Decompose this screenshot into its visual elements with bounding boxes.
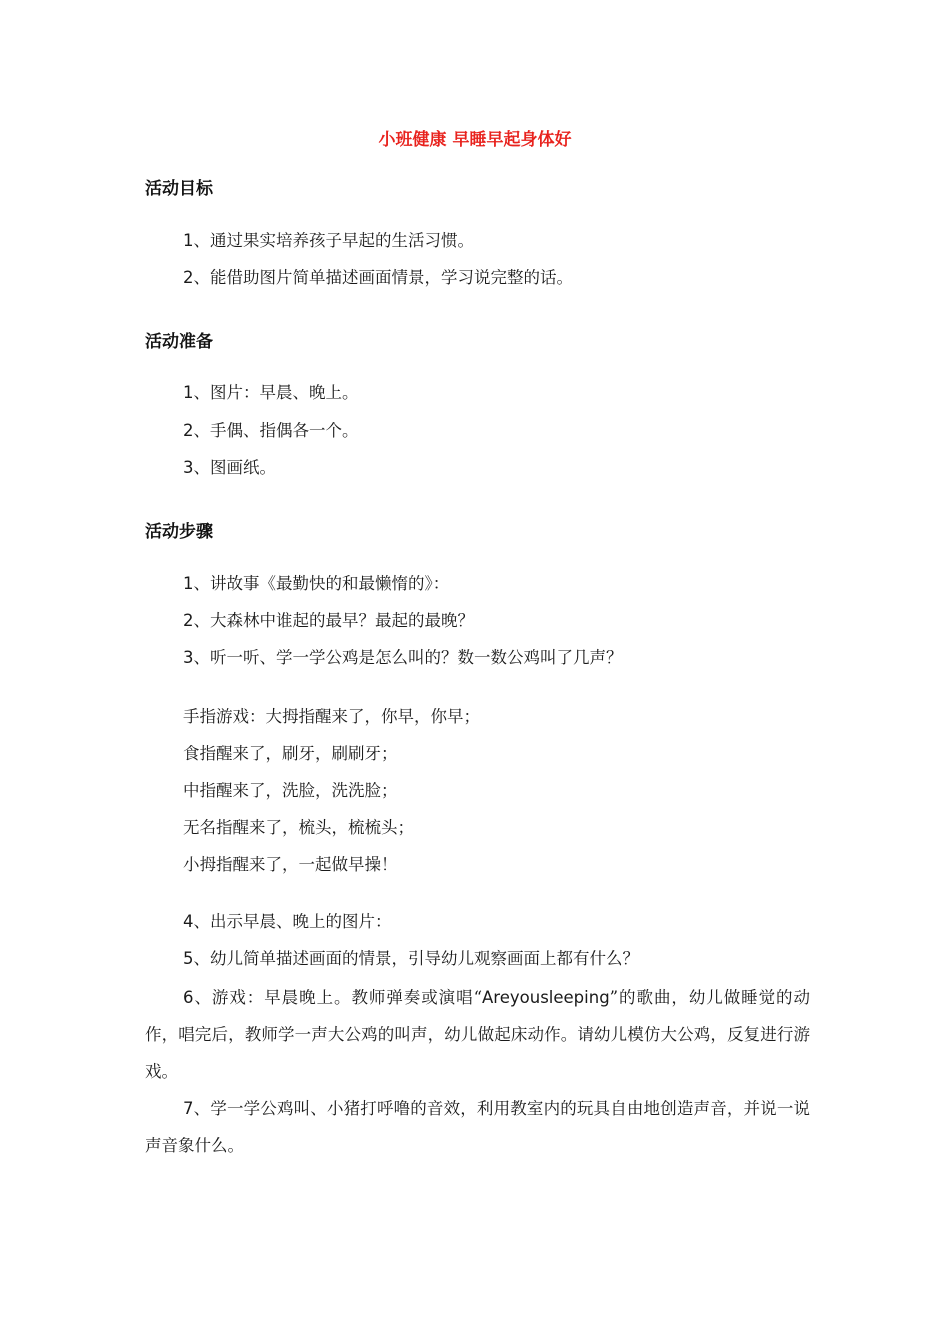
step-item: 5、幼儿简单描述画面的情景，引导幼儿观察画面上都有什么？ — [183, 949, 639, 968]
step-paragraph-7: 7、学一学公鸡叫、小猪打呼噜的音效，利用教室内的玩具自由地创造声音，并说一说声音象什么。 — [145, 1099, 810, 1155]
section-heading-goals: 活动目标 — [145, 179, 213, 199]
section-heading-steps: 活动步骤 — [145, 522, 213, 542]
document-title: 小班健康 早睡早起身体好 — [378, 130, 572, 150]
step-item: 2、大森林中谁起的最早？最起的最晚？ — [183, 611, 474, 630]
preparation-item: 2、手偶、指偶各一个。 — [183, 421, 359, 440]
preparation-item: 1、图片：早晨、晚上。 — [183, 383, 359, 402]
step-item: 1、讲故事《最勤快的和最懒惰的》： — [183, 574, 450, 593]
finger-game-line: 小拇指醒来了，一起做早操！ — [183, 855, 398, 874]
finger-game-line: 中指醒来了，洗脸，洗洗脸； — [183, 781, 398, 800]
finger-game-line: 手指游戏：大拇指醒来了，你早，你早； — [183, 707, 480, 726]
goal-item: 2、能借助图片简单描述画面情景，学习说完整的话。 — [183, 268, 573, 287]
step-paragraph-6: 6、游戏：早晨晚上。教师弹奏或演唱“Areyousleeping”的歌曲，幼儿做睡觉的动作，唱完后，教师学一声大公鸡的叫声，幼儿做起床动作。请幼儿模仿大公鸡，反复进行游戏。 — [145, 988, 811, 1081]
section-heading-preparation: 活动准备 — [145, 332, 213, 352]
step-item: 3、听一听、学一学公鸡是怎么叫的？数一数公鸡叫了几声？ — [183, 648, 623, 667]
step-item: 4、出示早晨、晚上的图片： — [183, 912, 392, 931]
finger-game-line: 食指醒来了，刷牙，刷刷牙； — [183, 744, 398, 763]
goal-item: 1、通过果实培养孩子早起的生活习惯。 — [183, 231, 474, 250]
preparation-item: 3、图画纸。 — [183, 458, 276, 477]
finger-game-line: 无名指醒来了，梳头，梳梳头； — [183, 818, 414, 837]
